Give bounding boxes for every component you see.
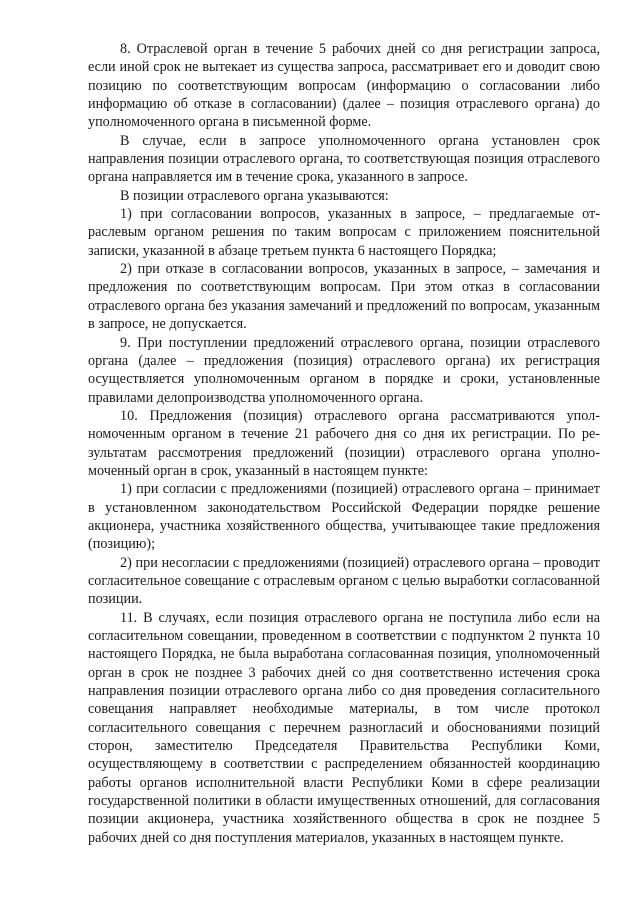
paragraph-subitem-agreement: 1) при согласии с предложениями (позицией) отраслевого органа – принимает в установленном законодательством Российской Федерации порядке решение акционера, участника хозяйственного общества, учитывающее такие предложения (позицию); — [88, 481, 600, 553]
paragraph-position-contents: В позиции отраслевого органа указываются: — [120, 187, 389, 204]
paragraph-deadline-note: В случае, если в запросе уполномоченного органа установлен срок направления позиции отраслевого органа, то соответствующая позиция отраслевого органа направляется им в течение срока, указанного в запросе. — [88, 132, 600, 186]
document-body — [88, 40, 600, 847]
paragraph-item-11: 11. В случаях, если позиция отраслевого органа не поступила либо если на согласительном совещании, проведенном в соответствии с подпунктом 2 пункта 10 настоящего Порядка, не была выработана согласованная позиция, уполномоченный орган в срок не позднее 3 рабочих дней со дня соответственно истечения срока направления позиции отраслевого органа либо со дня проведения согласительного совещания направляет необходимые материалы, в том числе протокол согласительного совещания с перечнем разногласий и обоснованиями позиций сторон, заместителю Председателя Правительства Республики Коми, осуществляющему в соответствии с распределением обязанностей координацию работы органов исполнительной власти Республики Коми в сфере реализации государственной политики в области имущественных отношений, для согласования позиции акционера, участника хозяйственного общества в срок не позднее 5 рабочих дней со дня поступления материалов, указанных в настоящем пункте. — [88, 609, 600, 846]
paragraph-subitem-disagreement: 2) при несогласии с предложениями (позицией) отраслевого органа – проводит согласительное совещание с отраслевым органом с целью выработки согласованной позиции. — [88, 554, 600, 608]
paragraph-item-8: 8. Отраслевой орган в течение 5 рабочих дней со дня регистрации запроса, если иной срок не вытекает из существа запроса, рассматривает его и доводит свою позицию по соответствующим вопросам (информацию о согласовании либо информацию об отказе в согласовании) (далее – позиция отраслевого органа) до уполномоченного органа в письменной форме. — [88, 41, 600, 131]
paragraph-item-10: 10. Предложения (позиция) отраслевого органа рассматриваются уполномоченным органом в течение 21 рабочего дня со дня их регистрации. По результатам рассмотрения предложений (позиции) отраслевого органа уполномоченный орган в срок, указанный в настоящем пункте: — [88, 407, 600, 479]
paragraph-subitem-approval: 1) при согласовании вопросов, указанных в запросе, – предлагаемые отраслевым органом решения по таким вопросам с приложением пояснительной записки, указанной в абзаце третьем пункта 6 настоящего Порядка; — [88, 206, 600, 259]
paragraph-item-9: 9. При поступлении предложений отраслевого органа, позиции отраслевого органа (далее – предложения (позиция) отраслевого органа) их регистрация осуществляется уполномоченным органом в порядке и сроки, установленные правилами делопроизводства уполномоченного органа. — [88, 334, 600, 406]
paragraph-subitem-refusal: 2) при отказе в согласовании вопросов, указанных в запросе, – замечания и предложения по соответствующим вопросам. При этом отказ в согласовании отраслевого органа без указания замечаний и предложений по вопросам, указанным в запросе, не допускается. — [88, 261, 600, 333]
